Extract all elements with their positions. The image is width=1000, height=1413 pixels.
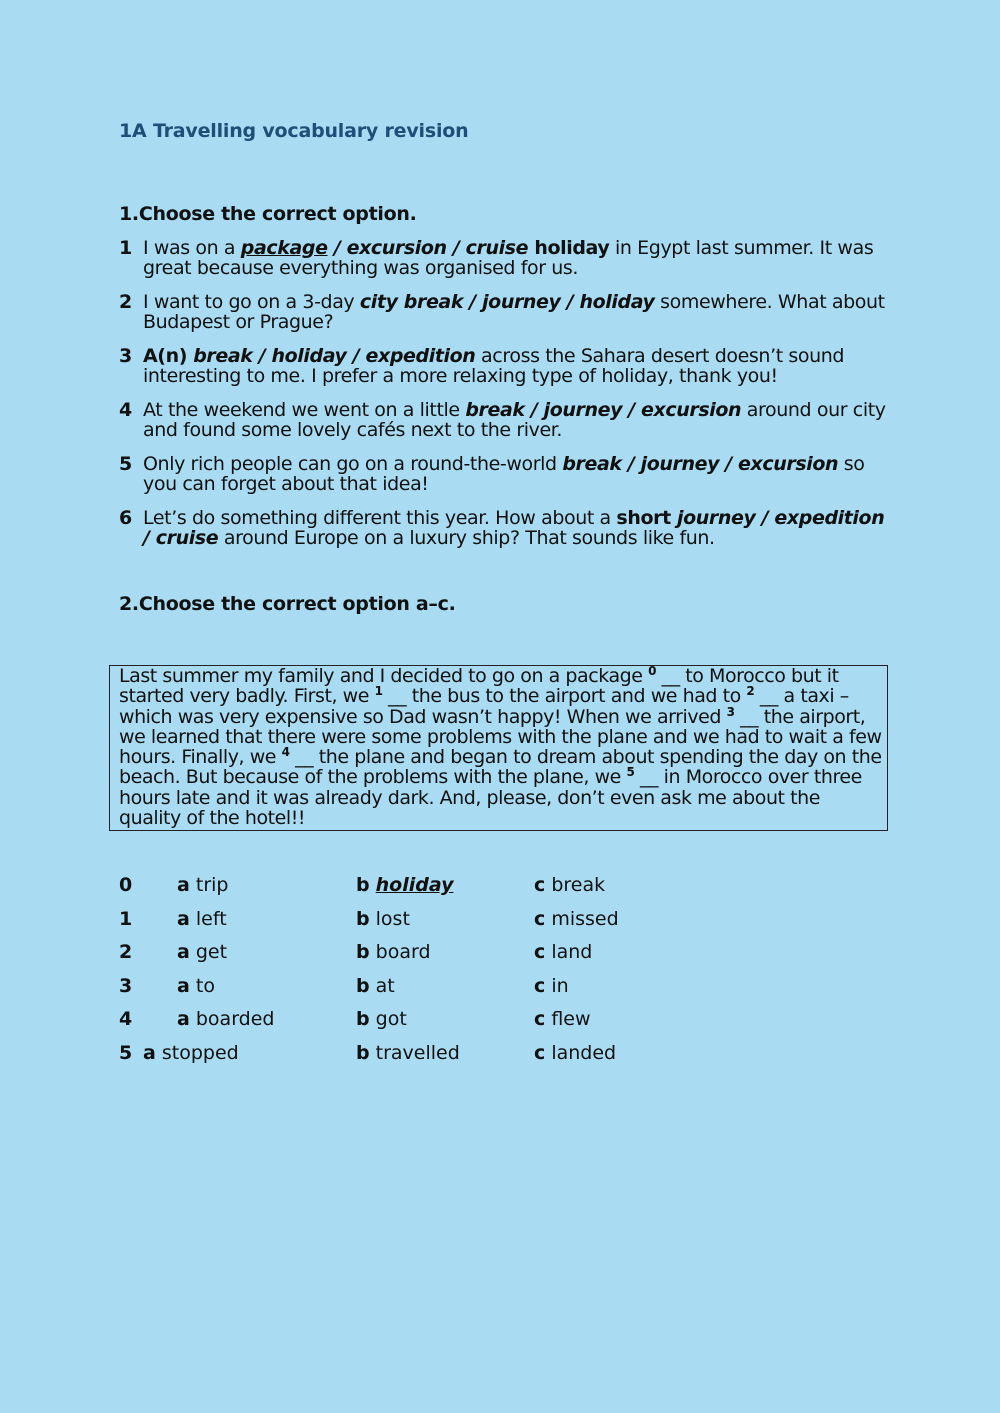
option-text: at [375,974,395,997]
option-b[interactable] [356,874,453,896]
option-text: missed [551,907,619,930]
option-letter: c [534,874,546,896]
option-text: in [551,974,569,997]
option-letter: b [356,907,370,930]
option-letter: a [177,974,190,997]
item-number: 3 [119,345,132,367]
item-number: 1 [119,237,132,259]
exercise-1-item [119,292,889,332]
option-letter: b [356,941,370,963]
option-c[interactable] [534,975,569,997]
option-letter: c [534,1008,546,1030]
answer-number: 5 [119,1041,133,1064]
option-letter: c [534,974,546,997]
answer-number: 3 [119,974,133,997]
item-text: so you can forget about that idea! [143,453,865,495]
option-text: left [195,907,227,930]
option-letter: c [534,907,546,930]
option-c[interactable] [534,908,619,930]
item-number: 2 [119,291,132,313]
item-text: Only rich people can go on a round-the-world [143,453,563,475]
gap-number: 2 [746,684,755,699]
option-letter: b [356,874,370,896]
option-text: boarded [195,1008,275,1030]
option-letter: a [143,1041,156,1064]
option-b[interactable] [356,908,410,930]
story-text: __ a taxi – which was very expensive so Dad wasn’t happy! When we arrived [119,685,849,728]
option-a[interactable] [177,908,227,930]
item-text: in Egypt last summer. It was great because everything was organised for us. [143,237,874,279]
item-number: 5 [119,453,132,475]
item-text: At the weekend we went on a little [143,399,466,421]
option-letter: a [177,874,190,896]
item-text: around Europe on a luxury ship? That sounds like fun. [218,527,715,549]
option-letter: a [177,1008,190,1030]
item-text: somewhere. What about Budapest or Prague? [143,291,885,333]
selected-option[interactable]: package [240,237,328,259]
options[interactable]: break / journey / excursion [465,399,742,421]
item-keyword: A(n) [143,345,187,367]
exercise-1-heading: 1.Choose the correct option. [119,203,417,225]
exercise-2-heading: 2.Choose the correct option a–c. [119,593,456,615]
story-text: __ the airport, we learned that there were some problems with the plane and we had to wait a few hours. Finally, we [119,705,882,769]
options[interactable]: / excursion / cruise [327,237,529,259]
option-c[interactable] [534,941,592,963]
answer-row [119,975,719,1009]
option-letter: c [534,941,546,963]
item-keyword: holiday [528,237,610,259]
story-text: __ in Morocco over three hours late and it was already dark. And, please, don’t even ask me about the quality of the hotel!! [119,766,862,830]
option-b[interactable] [356,1042,460,1064]
option-letter: b [356,974,370,997]
story-text: Last summer my family and I decided to go on a package [119,665,649,687]
exercise-1-item [119,346,889,386]
story-text-box [109,665,888,831]
option-text: landed [551,1041,617,1064]
option-text: lost [375,907,410,930]
story-text: __ to Morocco but it started very badly. First, we [119,665,839,708]
options[interactable]: break / holiday / expedition [187,345,476,367]
option-text-selected: holiday [375,874,454,896]
option-text: break [551,874,606,896]
item-number: 4 [119,399,132,421]
option-letter: a [177,941,190,963]
option-b[interactable] [356,941,431,963]
item-text: around our city and found some lovely cafés next to the river. [143,399,886,441]
option-text: get [195,941,228,963]
option-a[interactable] [143,1042,239,1064]
item-text: I want to go on a 3-day [143,291,360,313]
item-number: 6 [119,507,132,529]
option-b[interactable] [356,975,395,997]
item-text: across the Sahara desert doesn’t sound interesting to me. I prefer a more relaxing type of holiday, thank you! [143,345,845,387]
item-text: Let’s do something different this year. How about a [143,507,617,529]
exercise-1-item [119,238,889,278]
option-a[interactable] [177,1008,275,1030]
page-title: 1A Travelling vocabulary revision [119,120,469,142]
exercise-1-item [119,400,889,440]
option-c[interactable] [534,1042,616,1064]
option-b[interactable] [356,1008,407,1030]
options[interactable]: city break / journey / holiday [359,291,655,313]
gap-number: 1 [374,684,383,699]
option-text: flew [551,1008,591,1030]
item-keyword: short [616,507,671,529]
option-letter: c [534,1041,546,1064]
option-text: got [375,1008,407,1030]
options[interactable]: journey / expedition / cruise [143,507,885,549]
option-text: board [375,941,431,963]
option-a[interactable] [177,874,228,896]
gap-number: 5 [626,765,635,780]
answer-row [119,1008,719,1042]
option-letter: b [356,1041,370,1064]
answer-number: 0 [119,874,133,896]
gap-number: 0 [648,664,656,678]
item-text: I was on a [143,237,241,259]
story-text: __ the plane and began to dream about spending the day on the beach. But because of the problems with the plane, we [119,746,882,789]
option-c[interactable] [534,874,605,896]
exercise-1-list [119,238,889,562]
option-a[interactable] [177,941,227,963]
answer-number: 1 [119,907,133,930]
option-text: stopped [161,1041,239,1064]
exercise-1-item [119,454,889,494]
option-text: land [551,941,593,963]
option-text: to [195,974,215,997]
answer-number: 2 [119,941,133,963]
answer-row [119,941,719,975]
answer-row [119,908,719,942]
story-text: __ the bus to the airport and we had to [382,685,747,708]
option-text: trip [195,874,229,896]
gap-number: 4 [281,745,290,760]
option-a[interactable] [177,975,215,997]
option-letter: a [177,907,190,930]
gap-number: 3 [726,704,735,719]
option-letter: b [356,1008,370,1030]
answer-number: 4 [119,1008,133,1030]
options[interactable]: break / journey / excursion [562,453,839,475]
option-c[interactable] [534,1008,591,1030]
answer-row [119,1042,719,1076]
option-text: travelled [375,1041,460,1064]
exercise-1-item [119,508,889,548]
answer-row [119,874,719,908]
answer-options-table [119,874,719,1075]
